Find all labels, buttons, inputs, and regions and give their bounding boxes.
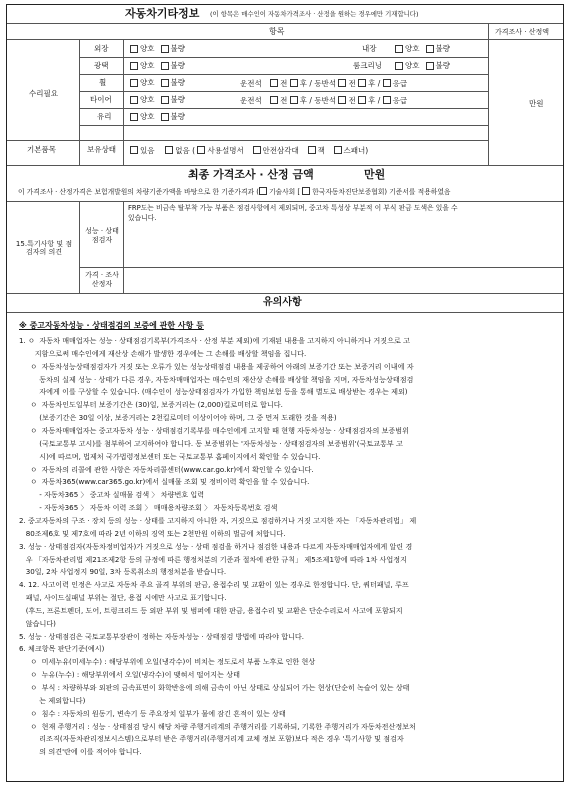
label-front: 전 (348, 79, 356, 88)
notes-line: 리조직(자동차관리정보시스템)으로부터 받은 주행거리(주행거리계 교체 정보 포함)보다 적은 경우 '특기사항 및 점검자 (19, 734, 404, 744)
divider (79, 201, 80, 293)
divider (123, 201, 124, 293)
label-passenger-seat: 동반석 (314, 96, 337, 105)
perf-inspector-opinion: FRP도는 비금속 탈부착 가능 부품은 점검사항에서 제외되며, 중고차 특성상 부분적 이 부식 판금 도색은 있을 수 (128, 204, 458, 212)
checkbox[interactable] (130, 79, 138, 87)
notes-line: 않습니다) (19, 618, 56, 628)
row-label-interior: 내장 (362, 44, 377, 53)
label-have: 있음 (140, 146, 155, 155)
column-header-price: 가격조사 · 산정액 (495, 28, 550, 36)
row-label-glass: 유리 (97, 112, 112, 121)
row-label-gloss: 광택 (94, 61, 109, 70)
checkbox[interactable] (290, 79, 298, 87)
price-basis-text: 이 가격조사 · 산정가격은 보험개발원의 차량기준가액을 바탕으로 한 기준가격과 ( (18, 188, 259, 196)
price-basis-statement (18, 187, 450, 197)
row-label-possession: 보유상태 (87, 145, 116, 154)
notes-line: ㅇ 현재 주행거리 : 성능 · 상태점검 당시 해당 차량 주행거리계의 주행거리를 기록하되, 기록한 주행거리가 자동차전산정보처 (19, 721, 416, 731)
divider (7, 201, 563, 202)
seat-row-1: 운전석 전 후 / 동반석 전 후 / 응급 (240, 79, 408, 88)
option-bad: 불량 (170, 78, 185, 87)
checkbox[interactable] (161, 62, 169, 70)
checkbox[interactable] (130, 146, 138, 154)
divider (7, 23, 563, 24)
row-label-wheel: 휠 (99, 78, 107, 87)
notes-line: 2. 중고자동차의 구조 · 장치 등의 성능 · 상태를 고지하지 아니한 자, 거짓으로 점검하거나 거짓 고지한 자는 「자동차관리법」 제 (19, 515, 417, 525)
notes-line: 80조제6호 및 제7호에 따라 2년 이하의 징역 또는 2천만원 이하의 벌금에 처합니다. (19, 528, 286, 538)
option-bad: 불량 (435, 61, 450, 70)
checkbox[interactable] (161, 113, 169, 121)
divider (7, 293, 563, 294)
notes-line: 4. 12. 사고이력 인정은 사고로 자동차 주요 골격 부위의 판금, 용접수리 및 교환이 있는 경우로 한정합니다. 단, 쿼터패널, 루프 (19, 580, 409, 590)
checkbox[interactable] (338, 79, 346, 87)
special-notes-label: 15.특기사항 및 점검자의 의견 (15, 240, 73, 257)
notes-line: 의 의견'란에 이를 적어야 합니다. (19, 747, 142, 757)
checkbox[interactable] (383, 79, 391, 87)
notes-line: 시)에 따르며, 법제처 국가법령정보센터 또는 국토교통부 홈페이지에서 확인할 수 있습니다. (19, 451, 321, 461)
label-manual: 사용설명서 (207, 146, 244, 155)
notes-line: - 자동차365 〉 자동차 이력 조회 〉 매매용차량조회 〉 자동차등록번호 검색 (19, 503, 278, 512)
checkbox[interactable] (395, 45, 403, 53)
checkbox-group-exterior (130, 45, 191, 56)
option-good: 양호 (405, 61, 420, 70)
final-price-unit: 만원 (364, 168, 386, 181)
checkbox[interactable] (290, 96, 298, 104)
checkbox-group-tire (130, 96, 191, 107)
perf-inspector-opinion-2: 있습니다. (128, 214, 157, 222)
checkbox[interactable] (426, 62, 434, 70)
notes-line: ㅇ 침수 : 자동차의 원동기, 변속기 등 주요장치 일부가 물에 잠긴 흔적이 있는 상태 (19, 708, 286, 718)
seat-row-2: 운전석 전 후 / 동반석 전 후 / 응급 (240, 96, 408, 105)
row-label-cleaning: 룸크리닝 (353, 61, 382, 70)
label-passenger-seat: 동반석 (314, 79, 337, 88)
label-rear: 후 (368, 96, 376, 105)
notes-subheading: ※ 중고자동차성능 · 상태점검의 보증에 관한 사항 등 (19, 321, 204, 330)
divider (79, 74, 488, 75)
notes-line: 6. 체크항목 판단기준(예시) (19, 644, 105, 654)
divider (79, 125, 488, 126)
price-unit: 만원 (529, 99, 544, 108)
checkbox[interactable] (161, 79, 169, 87)
notes-line: ㅇ 자동차의 리콜에 관한 사항은 자동차리콜센터(www.car.go.kr)에서 확인할 수 있습니다. (19, 464, 314, 474)
checkbox[interactable] (197, 146, 205, 154)
checkbox[interactable] (270, 79, 278, 87)
final-price-title: 최종 가격조사 · 산정 금액 (188, 168, 314, 181)
notes-line: ㅇ 자동차인도일부터 보증기간은 (30)일, 보증거리는 (2,000)킬로미터로 합니다. (19, 400, 283, 410)
label-rear: 후 (299, 96, 308, 105)
checkbox[interactable] (426, 45, 434, 53)
price-assessor-label: 가격 · 조사 산정자 (85, 271, 119, 288)
checkbox[interactable] (130, 62, 138, 70)
notes-line: ㅇ 자동차매매업자는 중고자동차 성능 · 상태점검기록부를 매수인에게 고지할 때 현행 자동차성능 · 상태점검자의 보증범위 (19, 425, 409, 435)
checkbox-group-cleaning (395, 62, 456, 73)
notes-line: 30일, 2차 사업정지 90일, 3차 등록취소의 행정처분을 받습니다. (19, 567, 227, 577)
label-triangle: 안전삼각대 (262, 146, 299, 155)
label-driver-seat: 운전석 (240, 96, 262, 105)
option-good: 양호 (140, 78, 155, 87)
checkbox[interactable] (270, 96, 278, 104)
label-emergency: 응급 (392, 79, 408, 88)
label-rear: 후 (368, 79, 376, 88)
divider (7, 39, 563, 40)
option-good: 양호 (405, 44, 420, 53)
checkbox[interactable] (302, 187, 310, 195)
checkbox[interactable] (161, 45, 169, 53)
checkbox[interactable] (130, 45, 138, 53)
group-label-basic: 기본품목 (27, 145, 56, 154)
label-jack: 잭 (317, 146, 325, 155)
notes-line: (후드, 프론트펜더, 도어, 트렁크리드 등 외판 부위 및 범퍼에 대한 판금, 용접수리 및 교환은 단순수리로서 사고에 포함되지 (19, 605, 403, 615)
notes-line: 우 「자동차관리법 제21조제2항 등의 규정에 따른 행정처분의 기준과 절차에 관한 규칙」 제5조제1항에 따라 1차 사업정지 (19, 554, 407, 564)
document-sheet (6, 4, 564, 782)
checkbox[interactable] (161, 96, 169, 104)
label-driver-seat: 운전석 (240, 79, 262, 88)
divider (7, 165, 563, 166)
notes-line: ㅇ 부식 : 차량하부와 외판의 금속표면이 화학반응에 의해 금속이 아닌 상태로 상실되어 가는 현상(단순히 녹슬어 있는 상태 (19, 683, 410, 692)
checkbox[interactable] (338, 96, 346, 104)
checkbox[interactable] (395, 62, 403, 70)
label-front: 전 (348, 96, 356, 105)
divider (79, 108, 488, 109)
row-label-tire: 타이어 (90, 95, 112, 104)
checkbox[interactable] (334, 146, 342, 154)
divider (79, 57, 488, 58)
checkbox-group-gloss (130, 62, 191, 73)
divider (488, 23, 489, 165)
notes-line: 자에게 이를 구상할 수 있습니다. (매수인이 성능상태점검자가 가입한 책임보험 등을 통해 별도로 배상받는 경우는 제외) (19, 387, 408, 397)
notes-line: (보증기간은 30일 이상, 보증거리는 2천킬로미터 이상이어야 하며, 그 중 먼저 도래한 것을 적용) (19, 413, 337, 423)
option-bad: 불량 (170, 61, 185, 70)
notes-line: 5. 성능 · 상태점검은 국토교통부장관이 정하는 자동차성능 · 상태점검 방법에 따라야 합니다. (19, 631, 305, 641)
divider (79, 267, 563, 268)
perf-inspector-label: 성능 · 상태 점검자 (85, 227, 119, 244)
section-subtitle: (이 항목은 매수인이 자동차가격조사 · 산정을 원하는 경우에만 기재합니다) (210, 10, 419, 18)
notes-line: - 자동차365 〉 중고차 실매물 검색 〉 차량번호 입력 (19, 490, 205, 500)
notes-line: 패널, 사이드실패널 부위는 절단, 용접 시에만 사고로 표기합니다. (19, 593, 227, 602)
checkbox[interactable] (358, 96, 366, 104)
option-bad: 불량 (170, 95, 185, 104)
notes-line: 동차의 실제 성능 · 상태가 다른 경우, 자동차매매업자는 매수인의 재산상 손해를 배상할 책임을 지며, 자동차성능상태점검 (19, 374, 414, 384)
checkbox[interactable] (259, 187, 267, 195)
checkbox[interactable] (130, 113, 138, 121)
checkbox[interactable] (358, 79, 366, 87)
label-front: 전 (280, 96, 288, 105)
checkbox[interactable] (383, 96, 391, 104)
option-good: 양호 (140, 44, 155, 53)
divider (79, 91, 488, 92)
option-good: 양호 (140, 61, 155, 70)
group-label-repair: 수리필요 (29, 89, 58, 98)
notes-line: 1. ㅇ 자동차 매매업자는 성능 · 상태점검기록부(가격조사 · 산정 부분 제외)에 기재된 내용을 고지하지 아니하거나 거짓으로 고 (19, 336, 410, 345)
checkbox[interactable] (253, 146, 261, 154)
option-bad: 불량 (170, 44, 185, 53)
checkbox-group-glass (130, 113, 191, 124)
option-bad: 불량 (435, 44, 450, 53)
price-basis-text-2: 기술사회 [ (268, 188, 301, 196)
row-label-exterior: 외장 (94, 44, 109, 53)
notes-line: (국토교통부 고시)를 첨부하여 고지하여야 합니다. 동 보증범위는 '자동차성능 · 상태점검자의 보증범위'(국토교통부 고 (19, 438, 403, 448)
checkbox[interactable] (130, 96, 138, 104)
basic-items-row (130, 146, 368, 156)
price-basis-text-3: 한국자동차진단보증협회) 기준서를 적용하였음 (312, 188, 451, 196)
option-good: 양호 (140, 95, 155, 104)
label-emergency: 응급 (392, 96, 408, 105)
notes-line: 3. 성능 · 상태점검자(자동차정비업자)가 거짓으로 성능 · 상태 점검을 하거나 점검한 내용과 다르게 자동차매매업자에게 알린 경 (19, 541, 413, 551)
divider (7, 312, 563, 313)
divider (7, 140, 488, 141)
notes-heading: 유의사항 (263, 297, 302, 308)
notes-line: ㅇ 미세누유(미세누수) : 해당부위에 오일(냉각수)이 비치는 정도로서 부품 노후로 인한 현상 (19, 657, 316, 667)
option-good: 양호 (140, 112, 155, 121)
checkbox[interactable] (308, 146, 316, 154)
checkbox[interactable] (165, 146, 173, 154)
notes-line: 는 제외합니다) (19, 695, 86, 705)
notes-line: ㅇ 누유(누수) : 해당부위에서 오일(냉각수)이 맺혀서 떨어지는 상태 (19, 670, 240, 680)
notes-line: ㅇ 자동차365(www.car365.go.kr)에서 실매물 조회 및 정비이력 확인을 할 수 있습니다. (19, 477, 310, 487)
option-bad: 불량 (170, 112, 185, 121)
label-rear: 후 (299, 79, 308, 88)
checkbox-group-interior (395, 45, 456, 56)
label-front: 전 (280, 79, 288, 88)
column-header-item: 항목 (269, 27, 285, 36)
notes-line: 지함으로써 매수인에게 재산상 손해가 발생한 경우에는 그 손해를 배상할 책임을 집니다. (19, 348, 307, 358)
checkbox-group-wheel (130, 79, 191, 90)
label-spanner: 스패너) (343, 146, 369, 155)
section-title: 자동차기타정보 (125, 7, 200, 20)
notes-line: ㅇ 자동차성능상태점검자가 거짓 또는 오류가 있는 성능상태점검 내용을 제공하여 아래의 보증기간 또는 보증거리 이내에 자 (19, 361, 414, 371)
label-none: 없음 ( (175, 146, 196, 155)
